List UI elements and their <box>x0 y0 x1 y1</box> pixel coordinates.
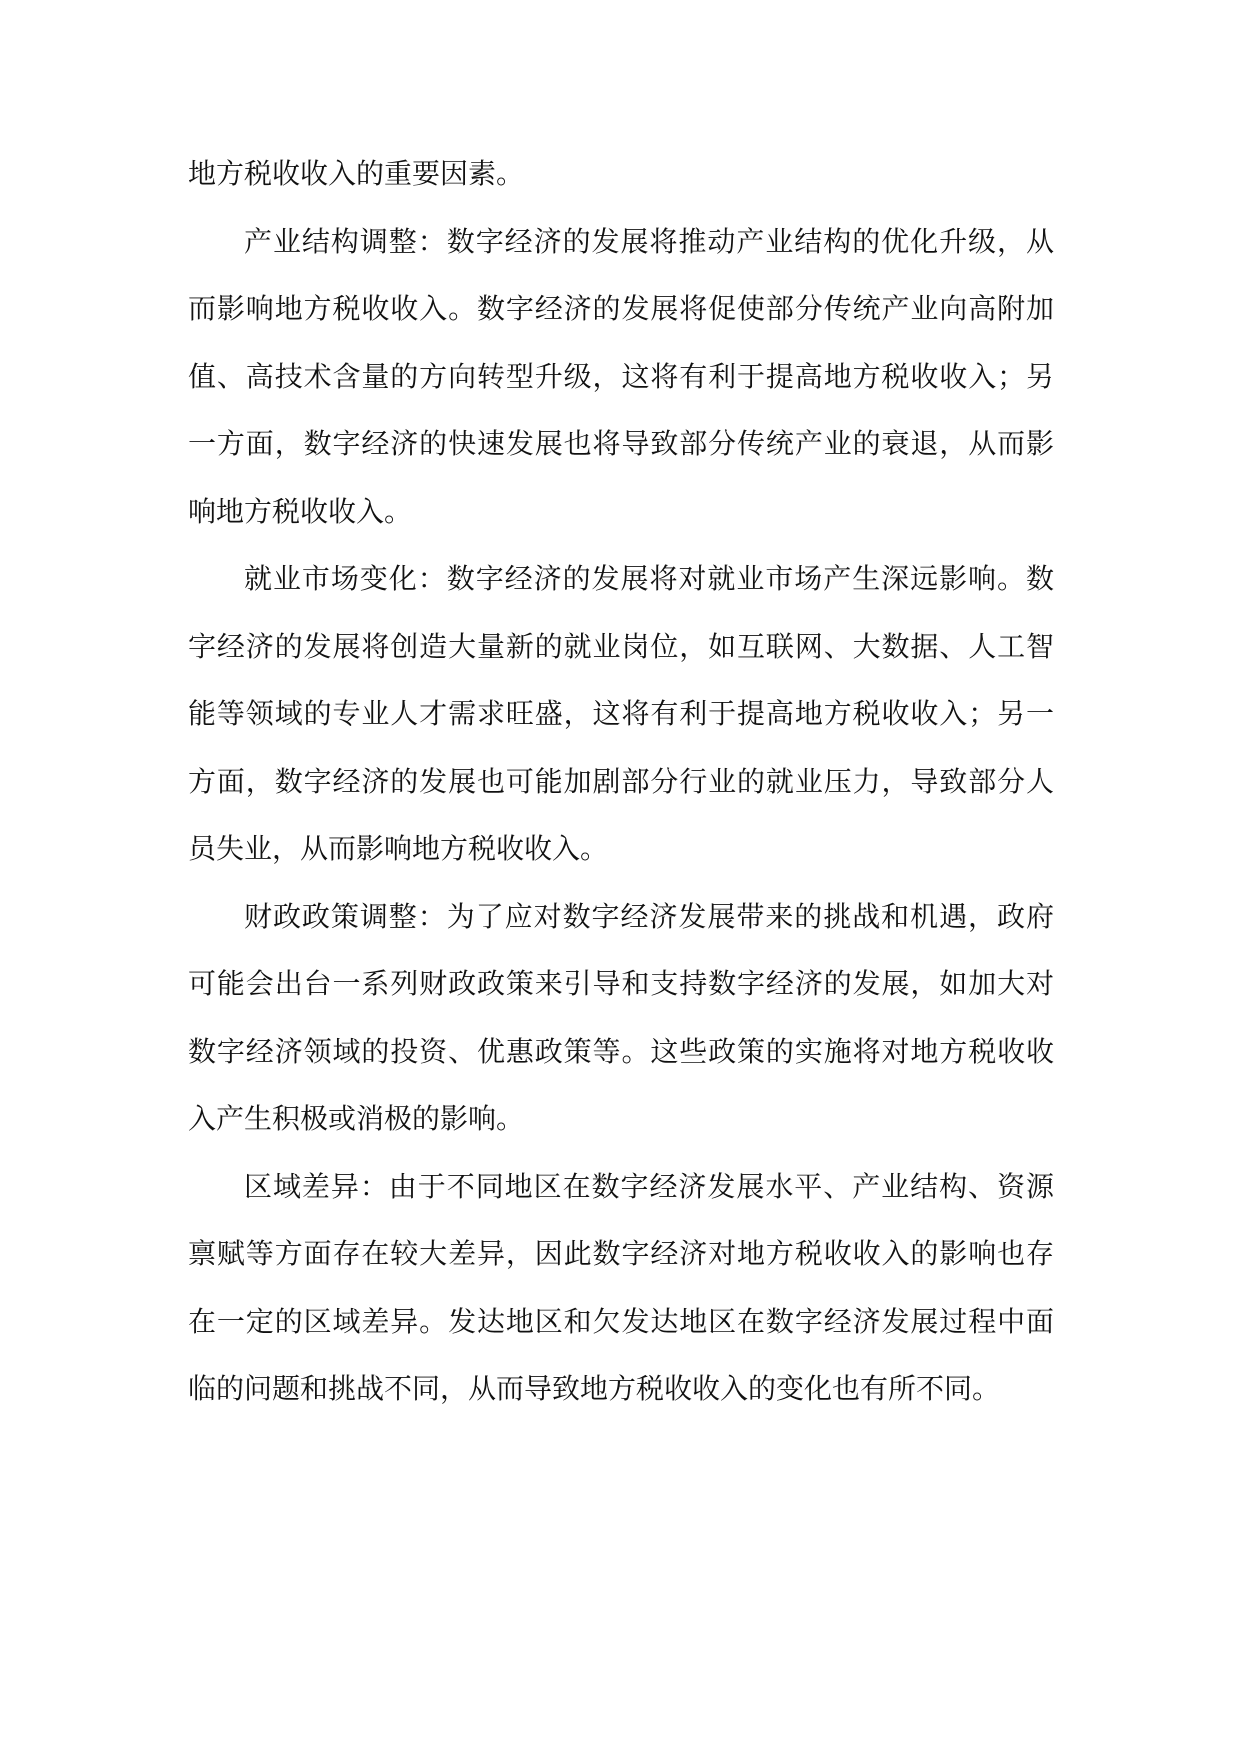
paragraph-employment-market: 就业市场变化：数字经济的发展将对就业市场产生深远影响。数字经济的发展将创造大量新的就业岗位，如互联网、大数据、人工智能等领域的专业人才需求旺盛，这将有利于提高地方税收收入；另一方面，数字经济的发展也可能加剧部分行业的就业压力，导致部分人员失业，从而影响地方税收收入。 <box>188 562 1054 865</box>
paragraph-industrial-structure: 产业结构调整：数字经济的发展将推动产业结构的优化升级，从而影响地方税收收入。数字经济的发展将促使部分传统产业向高附加值、高技术含量的方向转型升级，这将有利于提高地方税收收入；另一方面，数字经济的快速发展也将导致部分传统产业的衰退，从而影响地方税收收入。 <box>188 224 1054 528</box>
paragraph-regional-differences: 区域差异：由于不同地区在数字经济发展水平、产业结构、资源禀赋等方面存在较大差异，因此数字经济对地方税收收入的影响也存在一定的区域差异。发达地区和欠发达地区在数字经济发展过程中面临的问题和挑战不同，从而导致地方税收收入的变化也有所不同。 <box>188 1169 1054 1405</box>
body-text <box>188 140 1054 1423</box>
paragraph-fiscal-policy: 财政政策调整：为了应对数字经济发展带来的挑战和机遇，政府可能会出台一系列财政政策来引导和支持数字经济的发展，如加大对数字经济领域的投资、优惠政策等。这些政策的实施将对地方税收收入产生积极或消极的影响。 <box>188 899 1054 1135</box>
paragraph-continuation: 地方税收收入的重要因素。 <box>188 157 525 190</box>
